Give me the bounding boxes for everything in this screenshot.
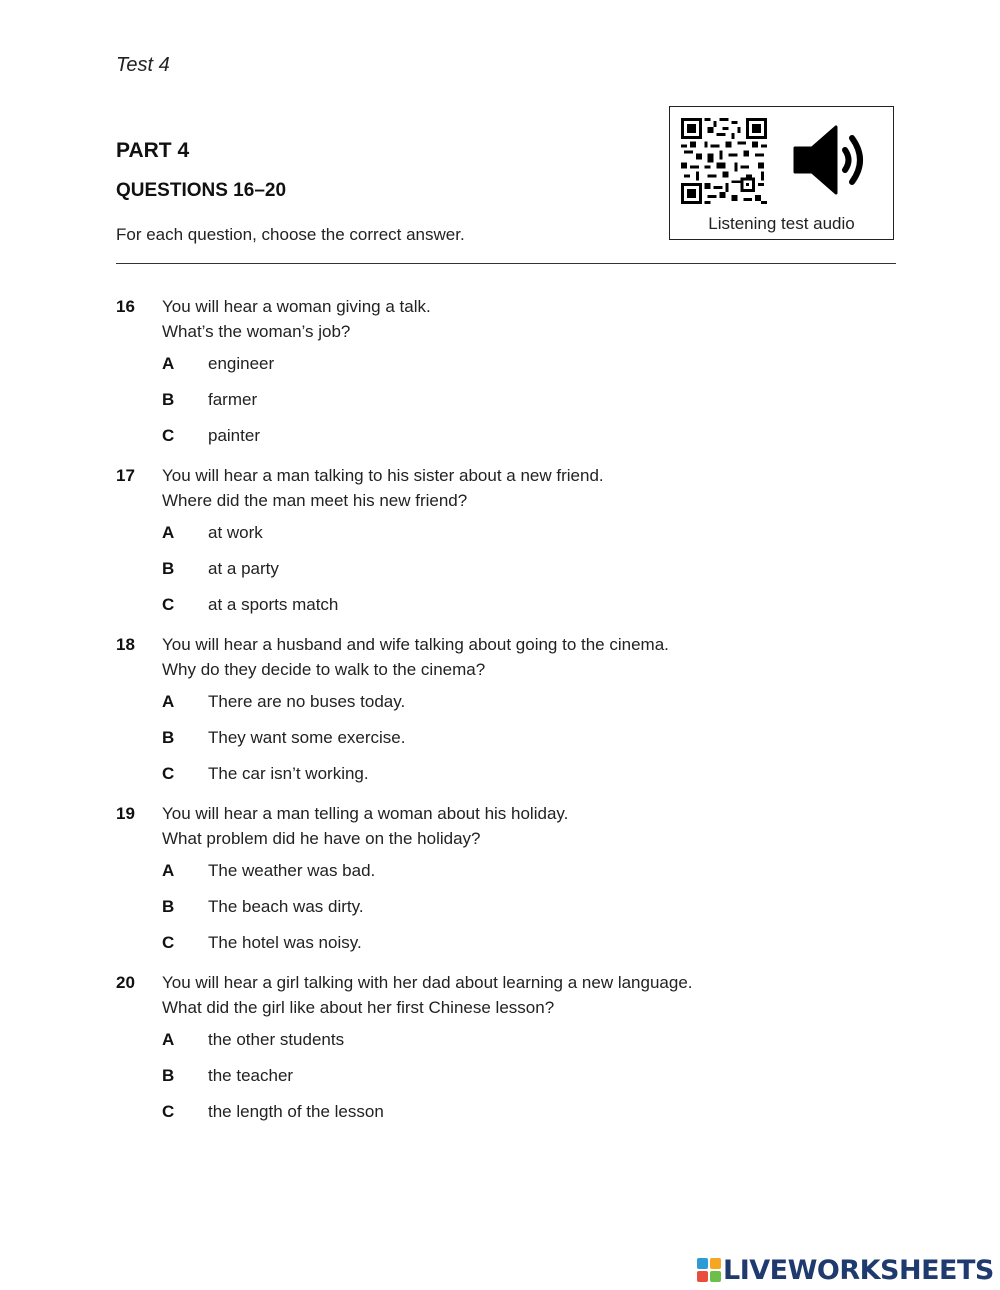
option-c[interactable] <box>162 426 862 448</box>
option-text: The hotel was noisy. <box>208 933 362 952</box>
question-prompt: What problem did he have on the holiday? <box>162 829 481 848</box>
question-context: You will hear a woman giving a talk. <box>162 297 431 316</box>
option-letter: C <box>162 595 175 614</box>
option-letter: B <box>162 559 175 578</box>
option-text: the other students <box>208 1030 345 1049</box>
question-number: 19 <box>116 804 135 823</box>
speaker-icon[interactable] <box>792 124 870 196</box>
option-letter: B <box>162 390 175 409</box>
question-context: You will hear a man telling a woman about his holiday. <box>162 804 569 823</box>
option-c[interactable] <box>162 764 862 786</box>
instruction-text: For each question, choose the correct answer. <box>116 225 465 244</box>
option-letter: A <box>162 354 175 373</box>
option-text: farmer <box>208 390 258 409</box>
option-text: The car isn’t working. <box>208 764 369 783</box>
option-c[interactable] <box>162 595 862 617</box>
test-label: Test 4 <box>116 54 170 76</box>
part-title: PART 4 <box>116 139 190 162</box>
option-text: at a sports match <box>208 595 339 614</box>
option-letter: C <box>162 1102 175 1121</box>
option-letter: A <box>162 523 175 542</box>
option-a[interactable] <box>162 1030 862 1052</box>
question-prompt: What’s the woman’s job? <box>162 322 351 341</box>
option-a[interactable] <box>162 354 862 376</box>
option-text: the teacher <box>208 1066 294 1085</box>
liveworksheets-logo[interactable] <box>697 1255 993 1285</box>
option-c[interactable] <box>162 933 862 955</box>
option-letter: C <box>162 933 175 952</box>
question-prompt: What did the girl like about her first Chinese lesson? <box>162 998 555 1017</box>
option-b[interactable] <box>162 728 862 750</box>
option-letter: A <box>162 861 175 880</box>
question-context: You will hear a man talking to his sister about a new friend. <box>162 466 604 485</box>
option-b[interactable] <box>162 897 862 919</box>
option-letter: C <box>162 426 175 445</box>
option-a[interactable] <box>162 523 862 545</box>
option-text: the length of the lesson <box>208 1102 384 1121</box>
option-text: engineer <box>208 354 275 373</box>
option-a[interactable] <box>162 861 862 883</box>
option-b[interactable] <box>162 1066 862 1088</box>
option-c[interactable] <box>162 1102 862 1124</box>
questions-range: QUESTIONS 16–20 <box>116 180 287 201</box>
question-number: 16 <box>116 297 135 316</box>
section-divider <box>116 263 896 264</box>
question-context: You will hear a husband and wife talking about going to the cinema. <box>162 635 669 654</box>
question-prompt: Why do they decide to walk to the cinema? <box>162 660 486 679</box>
qr-code-icon[interactable] <box>681 118 767 204</box>
logo-mark-icon <box>697 1258 721 1282</box>
question-prompt: Where did the man meet his new friend? <box>162 491 468 510</box>
option-text: There are no buses today. <box>208 692 406 711</box>
option-letter: C <box>162 764 175 783</box>
option-letter: B <box>162 728 175 747</box>
audio-box[interactable] <box>669 106 894 240</box>
question-number: 20 <box>116 973 135 992</box>
option-text: The weather was bad. <box>208 861 376 880</box>
option-text: at work <box>208 523 263 542</box>
option-a[interactable] <box>162 692 862 714</box>
question-number: 18 <box>116 635 135 654</box>
option-b[interactable] <box>162 390 862 412</box>
option-text: The beach was dirty. <box>208 897 364 916</box>
question-number: 17 <box>116 466 135 485</box>
option-letter: A <box>162 692 175 711</box>
question-context: You will hear a girl talking with her dad about learning a new language. <box>162 973 693 992</box>
option-letter: B <box>162 1066 175 1085</box>
option-text: at a party <box>208 559 279 578</box>
logo-text: LIVEWORKSHEETS <box>723 1255 994 1286</box>
option-letter: A <box>162 1030 175 1049</box>
option-b[interactable] <box>162 559 862 581</box>
option-text: They want some exercise. <box>208 728 406 747</box>
option-letter: B <box>162 897 175 916</box>
option-text: painter <box>208 426 260 445</box>
audio-caption: Listening test audio <box>708 214 855 233</box>
